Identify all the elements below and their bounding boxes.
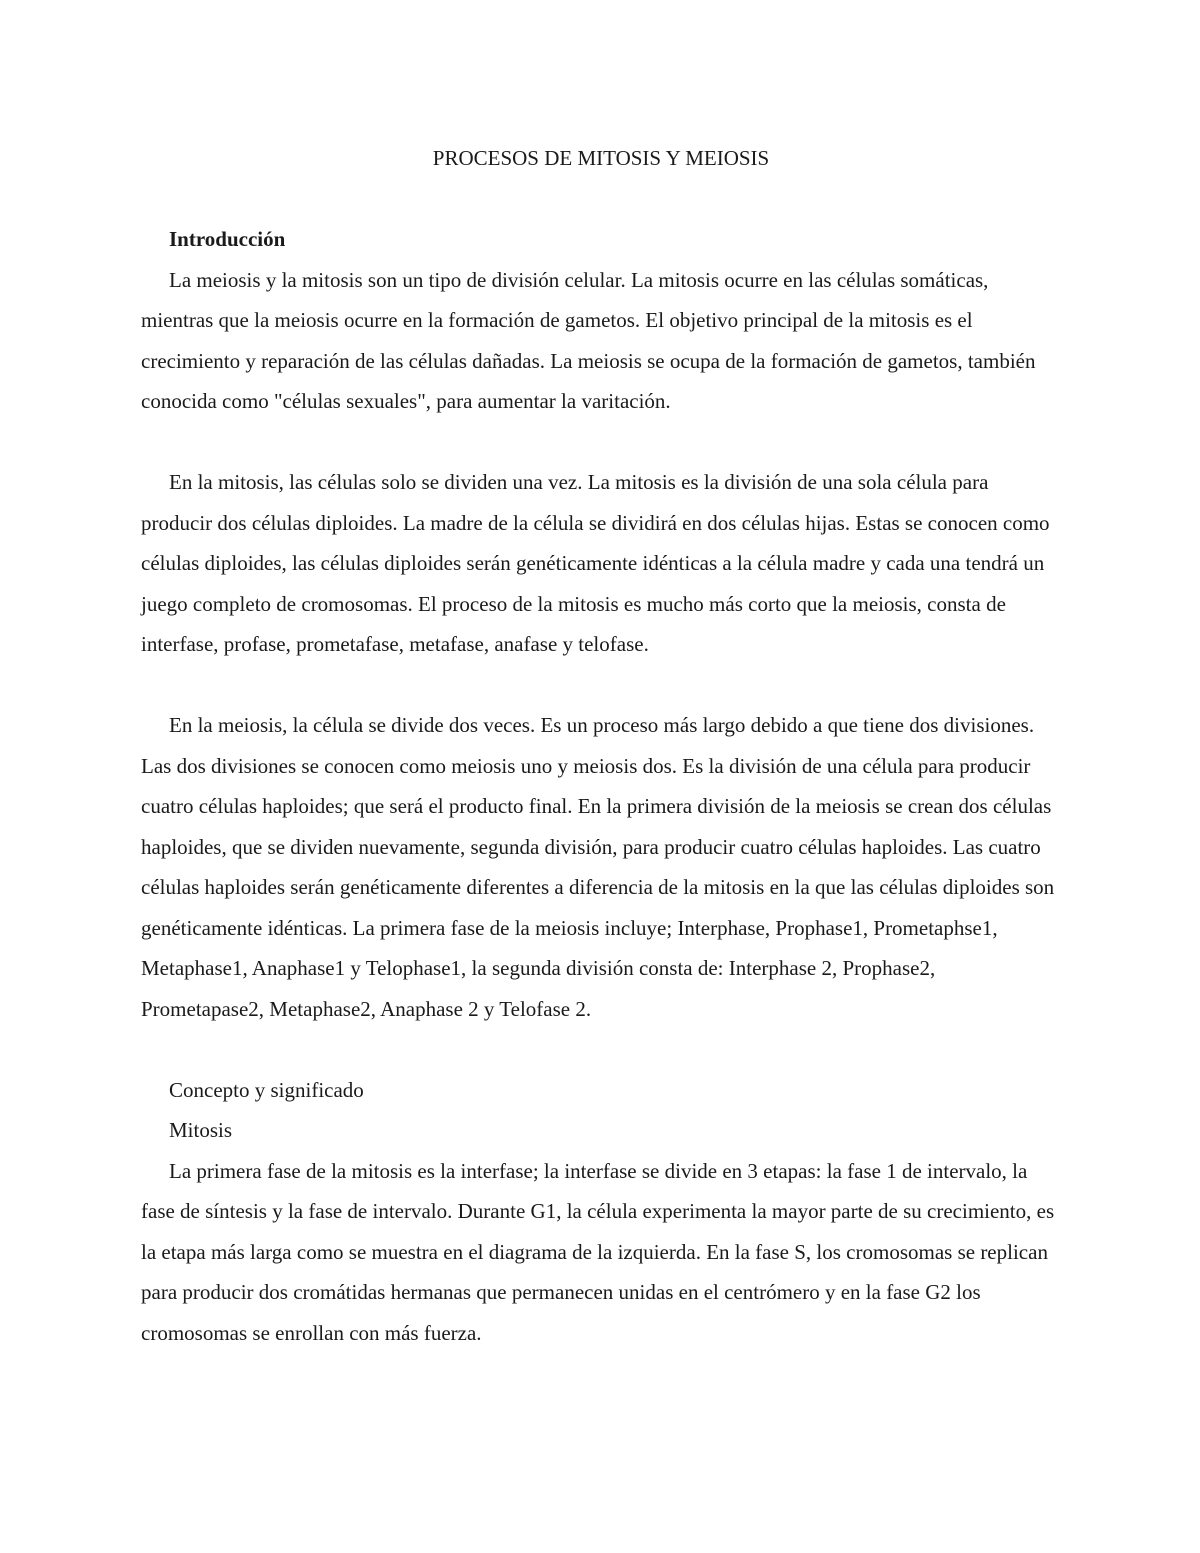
paragraph-mitosis-phases: La primera fase de la mitosis es la interfase; la interfase se divide en 3 etapas: la fase 1 de intervalo, la fase de síntesis y la fase de intervalo. Durante G1, la célula experimenta la mayor parte de su crecimiento, es la etapa más larga como se muestra en el diagrama de la izquierda. En la fase S, los cromosomas se replican para producir dos cromátidas hermanas que permanecen unidas en el centrómero y en la fase G2 los cromosomas se enrollan con más fuerza. (141, 1158, 1055, 1345)
document-title: PROCESOS DE MITOSIS Y MEIOSIS (432, 146, 770, 170)
document-body (141, 138, 1061, 1353)
paragraph-mitosis-overview: En la mitosis, las células solo se dividen una vez. La mitosis es la división de una sola célula para producir dos células diploides. La madre de la célula se dividirá en dos células hijas. Estas se conocen como células diploides, las células diploides serán genéticamente idénticas a la célula madre y cada una tendrá un juego completo de cromosomas. El proceso de la mitosis es mucho más corto que la meiosis, consta de interfase, profase, prometafase, metafase, anafase y telofase. (141, 470, 1050, 656)
blank-line (141, 422, 1061, 463)
blank-line (141, 665, 1061, 706)
concept-heading: Concepto y significado (169, 1077, 364, 1102)
blank-line (141, 179, 1061, 220)
intro-heading: Introducción (169, 227, 286, 251)
paragraph-meiosis-overview: En la meiosis, la célula se divide dos veces. Es un proceso más largo debido a que tiene dos divisiones. Las dos divisiones se conocen como meiosis uno y meiosis dos. Es la división de una célula para producir cuatro células haploides; que será el producto final. En la primera división de la meiosis se crean dos células haploides, que se dividen nuevamente, segunda división, para producir cuatro células haploides. Las cuatro células haploides serán genéticamente diferentes a diferencia de la mitosis en la que las células diploides son genéticamente idénticas. La primera fase de la meiosis incluye; Interphase, Prophase1, Prometaphse1, Metaphase1, Anaphase1 y Telophase1, la segunda división consta de: Interphase 2, Prophase2, Prometapase2, Metaphase2, Anaphase 2 y Telofase 2. (141, 713, 1055, 1021)
mitosis-heading: Mitosis (169, 1118, 233, 1142)
blank-line (141, 1029, 1061, 1070)
paragraph-intro: La meiosis y la mitosis son un tipo de división celular. La mitosis ocurre en las células somáticas, mientras que la meiosis ocurre en la formación de gametos. El objetivo principal de la mitosis es el crecimiento y reparación de las células dañadas. La meiosis se ocupa de la formación de gametos, también conocida como "células sexuales", para aumentar la varitación. (141, 267, 1036, 413)
